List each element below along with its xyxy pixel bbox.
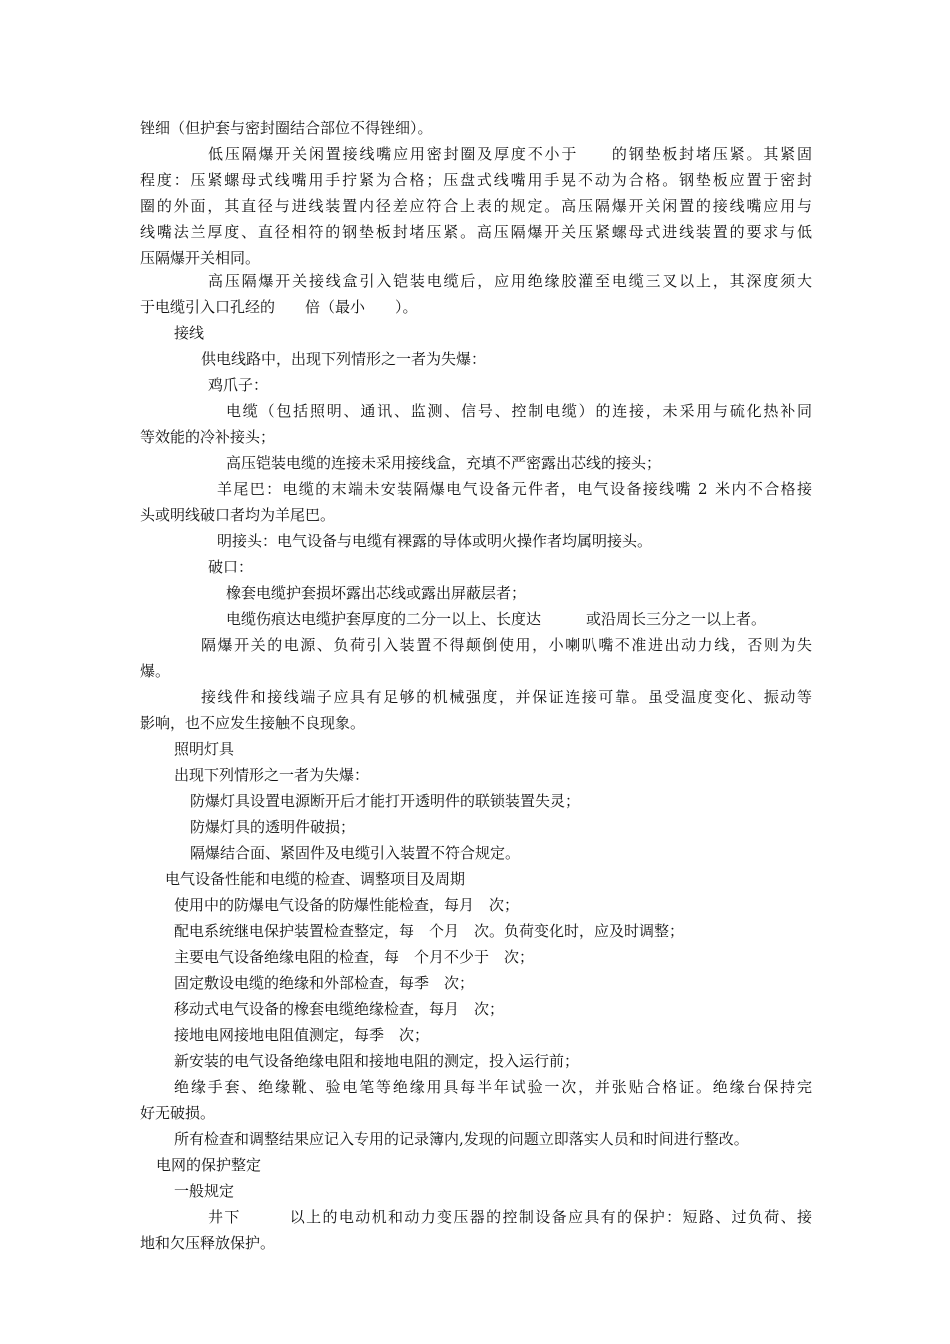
- text-line: 鸡爪子：: [208, 376, 269, 394]
- text-line: 等效能的冷补接头；: [140, 428, 276, 446]
- text-line: 接线: [174, 324, 205, 342]
- text-line: 线嘴法兰厚度、直径相符的钢垫板封堵压紧。高压隔爆开关压紧螺母式进线装置的要求与低: [140, 223, 814, 241]
- text-line: 电缆伤痕达电缆护套厚度的二分一以上、长度达 或沿周长三分之一以上者。: [226, 610, 767, 628]
- text-line: 井下 以上的电动机和动力变压器的控制设备应具有的保护：短路、过负荷、接: [208, 1208, 814, 1226]
- text-line: 新安装的电气设备绝缘电阻和接地电阻的测定，投入运行前；: [174, 1052, 580, 1070]
- text-line: 电气设备性能和电缆的检查、调整项目及周期: [165, 870, 466, 888]
- text-line: 地和欠压释放保护。: [140, 1234, 276, 1252]
- text-line: 高压隔爆开关接线盒引入铠装电缆后，应用绝缘胶灌至电缆三叉以上，其深度须大: [208, 272, 814, 290]
- text-line: 明接头：电气设备与电缆有裸露的导体或明火操作者均属明接头。: [217, 532, 653, 550]
- text-line: 供电线路中，出现下列情形之一者为失爆：: [201, 350, 487, 368]
- text-line: 电缆（包括照明、通讯、监测、信号、控制电缆）的连接，未采用与硫化热补同: [226, 402, 814, 420]
- text-line: 主要电气设备绝缘电阻的检查，每 个月不少于 次；: [174, 948, 535, 966]
- text-line: 橡套电缆护套损坏露出芯线或露出屏蔽层者；: [226, 584, 527, 602]
- text-line: 电网的保护整定: [156, 1156, 262, 1174]
- text-line: 使用中的防爆电气设备的防爆性能检查，每月 次；: [174, 896, 520, 914]
- text-line: 防爆灯具的透明件破损；: [190, 818, 356, 836]
- text-line: 好无破损。: [140, 1104, 216, 1122]
- text-line: 配电系统继电保护装置检查整定，每 个月 次。负荷变化时，应及时调整；: [174, 922, 685, 940]
- text-line: 影响，也不应发生接触不良现象。: [140, 714, 366, 732]
- text-line: 破口：: [208, 558, 254, 576]
- text-line: 出现下列情形之一者为失爆：: [174, 766, 370, 784]
- text-line: 所有检查和调整结果应记入专用的记录簿内,发现的问题立即落实人员和时间进行整改。: [174, 1130, 749, 1148]
- text-line: 高压铠装电缆的连接未采用接线盒，充填不严密露出芯线的接头；: [226, 454, 662, 472]
- text-line: 接地电网接地电阻值测定，每季 次；: [174, 1026, 430, 1044]
- text-line: 羊尾巴：电缆的末端未安装隔爆电气设备元件者，电气设备接线嘴 2 米内不合格接: [217, 480, 814, 498]
- text-line: 防爆灯具设置电源断开后才能打开透明件的联锁装置失灵；: [190, 792, 581, 810]
- text-line: 隔爆开关的电源、负荷引入装置不得颠倒使用，小喇叭嘴不准进出动力线，否则为失: [201, 636, 814, 654]
- text-line: 移动式电气设备的橡套电缆绝缘检查，每月 次；: [174, 1000, 505, 1018]
- text-line: 锉细（但护套与密封圈结合部位不得锉细）。: [140, 119, 433, 137]
- text-line: 程度：压紧螺母式线嘴用手拧紧为合格；压盘式线嘴用手晃不动为合格。钢垫板应置于密封: [140, 171, 814, 189]
- text-line: 隔爆结合面、紧固件及电缆引入装置不符合规定。: [190, 844, 521, 862]
- text-line: 压隔爆开关相同。: [140, 249, 261, 267]
- text-line: 头或明线破口者均为羊尾巴。: [140, 506, 336, 524]
- text-line: 爆。: [140, 662, 171, 680]
- text-line: 一般规定: [174, 1182, 235, 1200]
- text-line: 绝缘手套、绝缘靴、验电笔等绝缘用具每半年试验一次，并张贴合格证。绝缘台保持完: [174, 1078, 814, 1096]
- text-line: 圈的外面，其直径与进线装置内径差应符合上表的规定。高压隔爆开关闲置的接线嘴应用与: [140, 197, 814, 215]
- text-line: 接线件和接线端子应具有足够的机械强度，并保证连接可靠。虽受温度变化、振动等: [201, 688, 814, 706]
- text-line: 于电缆引入口孔经的 倍（最小 ）。: [140, 298, 418, 316]
- text-line: 低压隔爆开关闲置接线嘴应用密封圈及厚度不小于 的钢垫板封堵压紧。其紧固: [208, 145, 814, 163]
- text-line: 照明灯具: [174, 740, 235, 758]
- text-line: 固定敷设电缆的绝缘和外部检查，每季 次；: [174, 974, 475, 992]
